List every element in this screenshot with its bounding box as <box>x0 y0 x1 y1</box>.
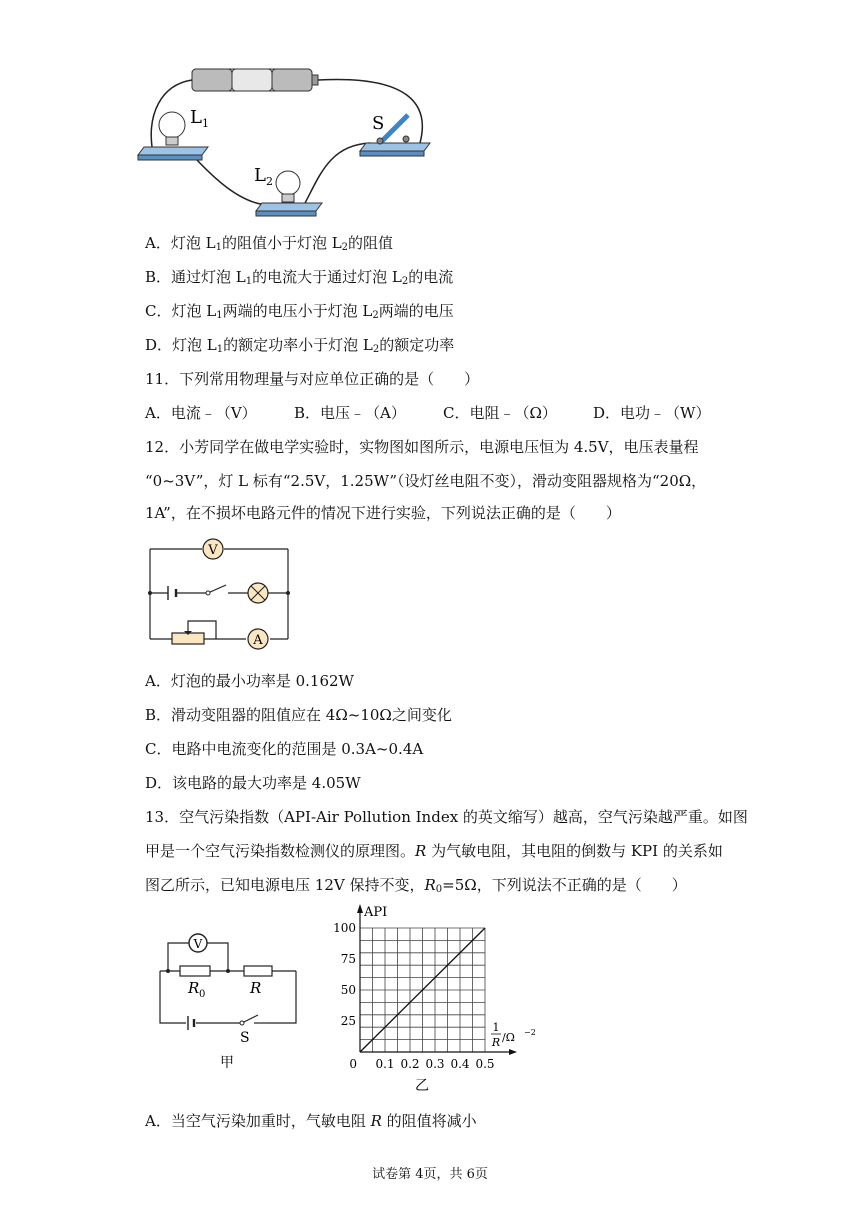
figure-jia-circuit <box>148 925 308 1075</box>
resistor-r <box>244 966 272 976</box>
q11-option-c: C．电阻﹣（Ω） <box>443 404 557 422</box>
svg-text:R: R <box>250 979 262 997</box>
x-label-denominator: R <box>491 1036 501 1049</box>
voltmeter-symbol <box>203 539 223 559</box>
y-axis-arrow <box>357 904 363 913</box>
q13-option-a: A．当空气污染加重时，气敏电阻 R 的阻值将减小 <box>145 1112 477 1130</box>
switch-s <box>360 115 430 156</box>
y-axis-label: API <box>364 905 388 920</box>
x-axis-arrow <box>509 1049 517 1055</box>
y-tick-label: 50 <box>340 983 356 997</box>
x-tick-label: 0.1 <box>375 1057 395 1071</box>
chart-api-vs-inverse-r <box>330 900 536 1095</box>
svg-text:A: A <box>253 633 263 648</box>
x-tick-label: 0.5 <box>475 1057 495 1071</box>
q12-stem-line3: 1A”，在不损坏电路元件的情况下进行实验，下列说法正确的是（ ） <box>145 504 621 522</box>
svg-text:S: S <box>240 1030 250 1046</box>
svg-text:0: 0 <box>199 989 206 1000</box>
x-tick-label: 0.3 <box>425 1057 445 1071</box>
lamp-symbol <box>248 583 268 603</box>
resistor-r0 <box>180 966 210 976</box>
q12-stem-line1: 12．小芳同学在做电学实验时，实物图如图所示，电源电压恒为 4.5V，电压表量程 <box>145 438 699 456</box>
svg-text:V: V <box>193 937 203 951</box>
q13-stem-line1: 13．空气污染指数（API-Air Pollution Index 的英文缩写）越高，空气污染越严重。如图 <box>145 808 748 826</box>
origin-label: 0 <box>349 1057 357 1071</box>
voltmeter-symbol <box>189 934 207 952</box>
figure-circuit-photo <box>130 55 450 225</box>
q12-option-c: C．电路中电流变化的范围是 0.3A~0.4A <box>145 740 424 758</box>
q11-stem: 11．下列常用物理量与对应单位正确的是（ ） <box>145 370 480 388</box>
label-s: S <box>372 113 385 134</box>
q10-option-a: A．灯泡 $L_1$的阻值小于灯泡 $L_2$的阻值 <box>145 234 394 253</box>
q12-option-b: B．滑动变阻器的阻值应在 4Ω~10Ω之间变化 <box>145 706 452 724</box>
svg-text:V: V <box>208 543 218 558</box>
x-tick-label: 0.4 <box>450 1057 470 1071</box>
label-l2: $L_2$ <box>254 165 273 188</box>
svg-text:甲: 甲 <box>220 1055 234 1071</box>
x-label-exponent: −2 <box>524 1028 536 1037</box>
x-label-unit: /Ω <box>502 1031 515 1044</box>
q11-option-d: D．电功﹣（W） <box>593 404 711 422</box>
q12-option-d: D．该电路的最大功率是 4.05W <box>145 774 361 792</box>
svg-text:R: R <box>188 979 200 997</box>
y-tick-label: 25 <box>340 1014 356 1028</box>
label-l1: $L_1$ <box>190 107 209 130</box>
x-label-numerator: 1 <box>492 1021 500 1034</box>
q10-option-d: D．灯泡 $L_1$的额定功率小于灯泡 $L_2$的额定功率 <box>145 336 455 355</box>
chart-caption: 乙 <box>415 1078 429 1094</box>
q11-option-b: B．电压﹣（A） <box>294 404 406 422</box>
q12-option-a: A．灯泡的最小功率是 0.162W <box>145 672 354 690</box>
battery-pack <box>192 69 318 91</box>
page-footer: 试卷第 4页，共 6页 <box>372 1167 488 1182</box>
q13-stem-line3: 图乙所示，已知电源电压 12V 保持不变，$R_0=5\Omega$，下列说法不正确的是（ ） <box>145 876 687 895</box>
q10-option-c: C．灯泡 $L_1$两端的电压小于灯泡 $L_2$两端的电压 <box>145 302 454 321</box>
figure-q12-circuit <box>140 535 300 648</box>
q13-stem-line2: 甲是一个空气污染指数检测仪的原理图。R 为气敏电阻，其电阻的倒数与 KPI 的关系如 <box>145 842 723 860</box>
y-tick-label: 75 <box>340 952 356 966</box>
y-tick-label: 100 <box>333 921 356 935</box>
x-tick-label: 0.2 <box>400 1057 420 1071</box>
q11-option-a: A．电流﹣（V） <box>145 404 257 422</box>
q12-stem-line2: “0~3V”，灯 L 标有“2.5V，1.25W”（设灯丝电阻不变），滑动变阻器规格为“20Ω， <box>145 472 707 490</box>
q10-option-b: B．通过灯泡 $L_1$的电流大于通过灯泡 $L_2$的电流 <box>145 268 454 287</box>
ammeter-symbol <box>248 629 268 649</box>
